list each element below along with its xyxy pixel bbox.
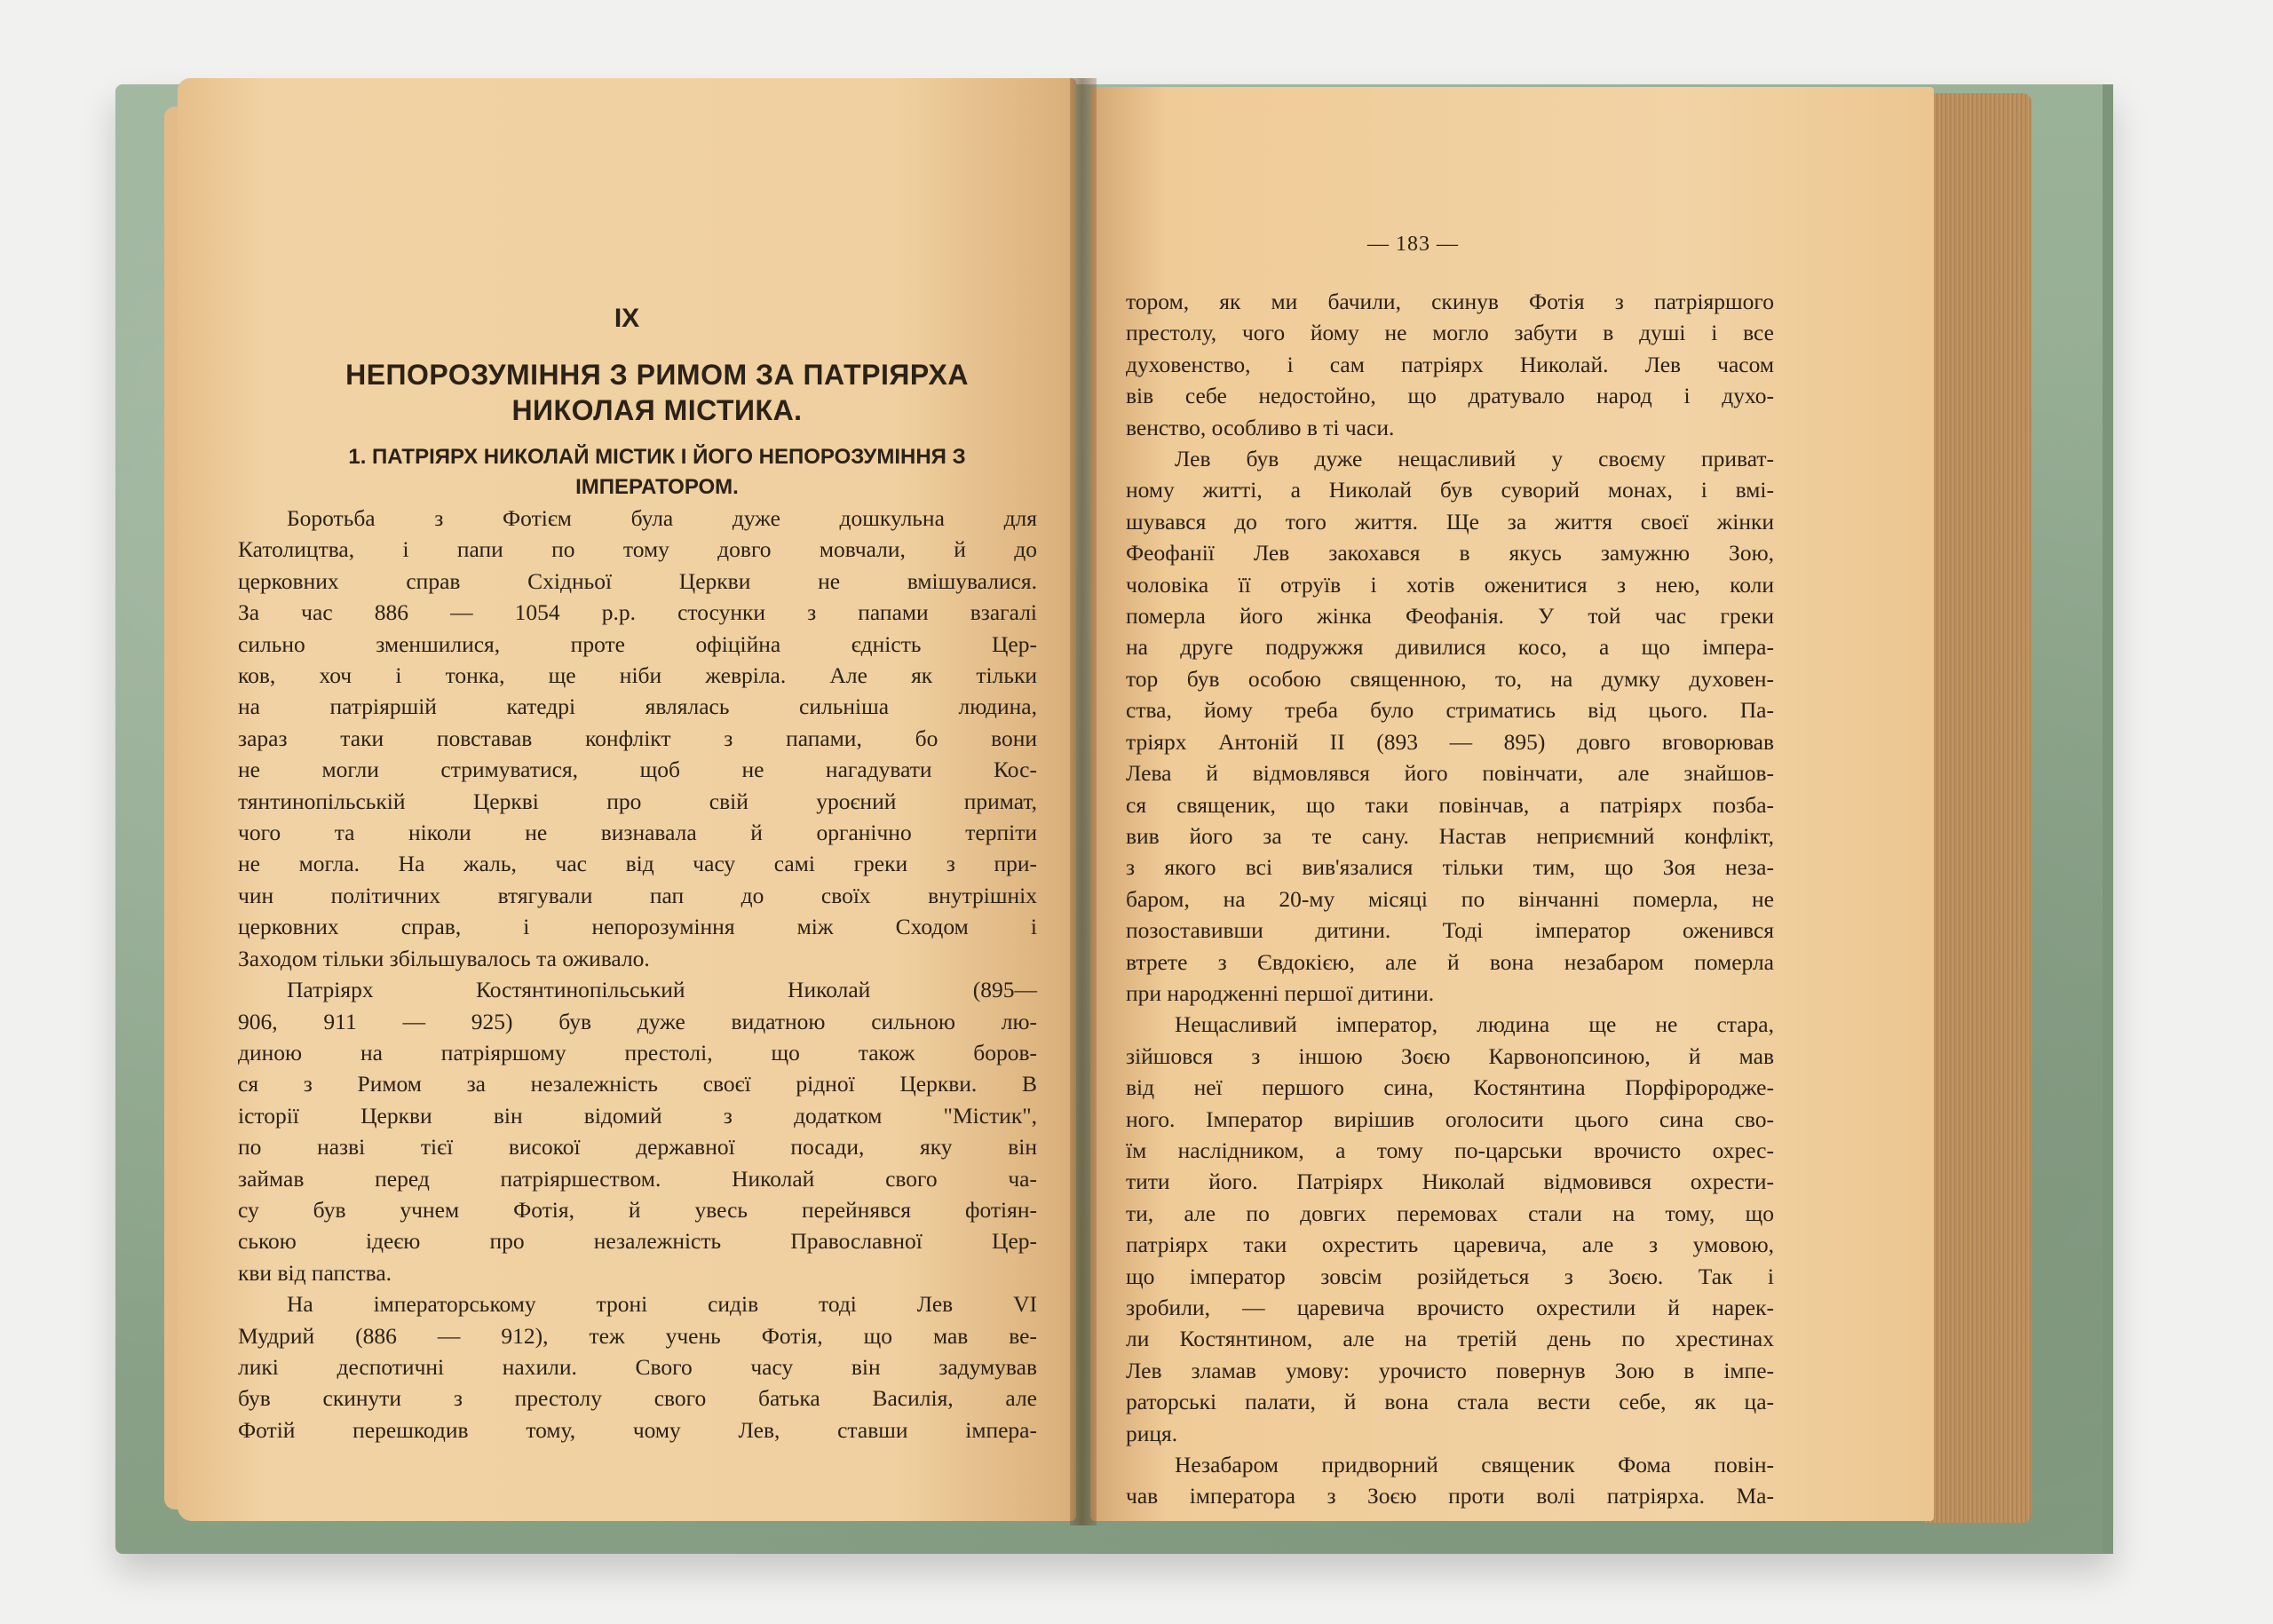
text-line: займав перед патріяршеством. Николай свого ча- [238, 1165, 1037, 1192]
text-line: Католицтва, і папи по тому довго мовчали, й до [238, 536, 1037, 563]
text-line: Лев зламав умову: урочисто повернув Зою в імпе- [1126, 1357, 1774, 1383]
text-line: зараз таки повставав конфлікт з папами, бо вони [238, 725, 1037, 751]
text-line: на друге подружжя дивилися косо, а що імпера- [1126, 634, 1774, 661]
text-line: За час 886 — 1054 р.р. стосунки з папами взагалі [238, 599, 1037, 626]
text-line: Лев був дуже нещасливий у своєму приват- [1175, 446, 1774, 472]
text-line: шувався до того життя. Ще за життя своєї жінки [1126, 508, 1774, 535]
text-line: тріярх Антоній ІІ (893 — 895) довго вговорював [1126, 728, 1774, 755]
text-line: диною на патріяршому престолі, що також боров- [238, 1039, 1037, 1066]
chapter-title: НЕПОРОЗУМІННЯ З РИМОМ ЗА ПАТРІЯРХА НИКОЛАЯ МІСТИКА. [345, 359, 969, 426]
text-line: раторські палати, й вона стала вести себе, як ца- [1126, 1389, 1774, 1415]
text-line: тянтинопільській Церкві про свій уроєний примат, [238, 788, 1037, 814]
text-line: що імператор зовсім розійдеться з Зоєю. Так і [1126, 1263, 1774, 1289]
text-line: Феофанії Лев закохався в якусь замужню Зою, [1126, 540, 1774, 566]
text-line: вив його за те сану. Настав неприємний конфлікт, [1126, 822, 1774, 849]
text-line: ному житті, а Николай був суворий монах, і вмі- [1126, 477, 1774, 503]
text-line: ства, йому треба було стриматись від цього. Па- [1126, 697, 1774, 724]
text-line: вів себе недостойно, що дратувало народ і духо- [1126, 383, 1774, 409]
text-line: не могла. На жаль, час від часу самі греки з при- [238, 851, 1037, 877]
text-line: Мудрий (886 — 912), теж учень Фотія, що мав ве- [238, 1322, 1037, 1349]
section-title: 1. ПАТРІЯРХ НИКОЛАЙ МІСТИК І ЙОГО НЕПОРОЗУМІННЯ З ІМПЕРАТОРОМ. [348, 445, 966, 499]
text-line: ся з Римом за незалежність своєї рідної Церкви. В [238, 1071, 1037, 1097]
text-line: ли Костянтином, але на третій день по хрестинах [1126, 1326, 1774, 1352]
text-line: на патріяршій катедрі являлась сильніша людина, [238, 693, 1037, 720]
text-line: по назві тієї високої державної посади, яку він [238, 1134, 1037, 1161]
text-line: 906, 911 — 925) був дуже видатною сильною лю- [238, 1008, 1037, 1034]
text-line: тор був особою священною, то, на думку духовен- [1126, 665, 1774, 692]
text-line: риця. [1126, 1420, 1178, 1446]
right-page-body [1126, 286, 1774, 1512]
text-line: з якого всі вив'язалися тільки тим, що Зоя неза- [1126, 854, 1774, 881]
page-number: — 183 — [1367, 233, 1459, 256]
text-line: су був учнем Фотія, й увесь перейнявся фотіян- [238, 1196, 1037, 1223]
text-line: духовенство, і сам патріярх Николай. Лев часом [1126, 351, 1774, 377]
text-line: На імператорському троні сидів тоді Лев VI [287, 1291, 1037, 1318]
text-line: ков, хоч і тонка, ще ніби жевріла. Але як тільки [238, 662, 1037, 689]
text-line: історії Церкви він відомий з додатком "Містик", [238, 1102, 1037, 1129]
text-line: чого та ніколи не визнавала й органічно терпіти [238, 820, 1037, 846]
text-line: церковних справ, і непорозуміння між Сходом і [238, 914, 1037, 940]
text-line: патріярх таки охрестить царевича, але з умовою, [1126, 1232, 1774, 1258]
text-line: Заходом тільки збільшувалось та оживало. [238, 945, 650, 971]
text-line: Лева й відмовлявся його повінчати, але знайшов- [1126, 760, 1774, 787]
text-line: Фотій перешкодив тому, чому Лев, ставши імпера- [238, 1416, 1037, 1443]
text-line: сильно зменшилися, проте офіційна єдність Цер- [238, 630, 1037, 657]
book-gutter [1070, 78, 1097, 1525]
text-line: втрете з Євдокією, але й вона незабаром померла [1126, 948, 1774, 975]
text-line: зробили, — царевича врочисто охрестили й нарек- [1126, 1295, 1774, 1320]
page-block-edge [1925, 93, 2031, 1523]
text-line: чин політичних втягували пап до своїх внутрішніх [238, 882, 1037, 908]
text-line: ся священик, що таки повінчав, а патріярх позба- [1126, 791, 1774, 818]
text-line: церковних справ Східньої Церкви не вмішувалися. [238, 567, 1037, 594]
text-line: позоставивши дитини. Тоді імператор оженився [1126, 917, 1774, 944]
text-line: не могли стримуватися, щоб не нагадувати Кос- [238, 757, 1037, 783]
text-line: венство, особливо в ті часи. [1126, 414, 1395, 440]
text-line: від неї першого сина, Костянтина Порфірородже- [1126, 1074, 1774, 1101]
text-line: Нещасливий імператор, людина ще не стара, [1175, 1011, 1774, 1038]
text-line: тором, як ми бачили, скинув Фотія з патріяршого [1126, 289, 1774, 314]
text-line: їм наслідником, а тому по-царськи врочисто охрес- [1126, 1137, 1774, 1163]
text-line: престолу, чого йому не могло забути в душі і все [1126, 320, 1774, 346]
cover-edge [2103, 84, 2113, 1554]
chapter-number: IX [614, 304, 640, 333]
text-line: Незабаром придворний священик Фома повін- [1175, 1452, 1774, 1478]
text-line: ти, але по довгих перемовах стали на тому, що [1126, 1200, 1774, 1226]
left-page-body [238, 503, 1037, 1446]
text-line: кви від папства. [238, 1259, 392, 1286]
text-line: Патріярх Костянтинопільський Николай (895— [287, 977, 1037, 1003]
text-line: Боротьба з Фотієм була дуже дошкульна для [287, 505, 1037, 531]
text-line: померла його жінка Феофанія. У той час греки [1126, 603, 1774, 630]
text-line: ликі деспотичні нахили. Свого часу він задумував [238, 1353, 1037, 1380]
text-line: баром, на 20-му місяці по вінчанні померла, не [1126, 885, 1774, 912]
text-line: чав імператора з Зоєю проти волі патріярха. Ма- [1126, 1483, 1774, 1509]
text-line: був скинути з престолу свого батька Василія, але [238, 1385, 1037, 1412]
text-line: ською ідеєю про незалежність Православної Цер- [238, 1228, 1037, 1255]
text-line: ного. Імператор вирішив оголосити цього сина сво- [1126, 1105, 1774, 1132]
text-line: зійшовся з іншою Зоєю Карвонопсиною, й мав [1126, 1042, 1774, 1069]
text-line: чоловіка її отруїв і хотів оженитися з нею, коли [1126, 571, 1774, 598]
text-line: тити його. Патріярх Николай відмовився охрести- [1126, 1168, 1774, 1195]
text-line: при народженні першої дитини. [1126, 979, 1435, 1006]
